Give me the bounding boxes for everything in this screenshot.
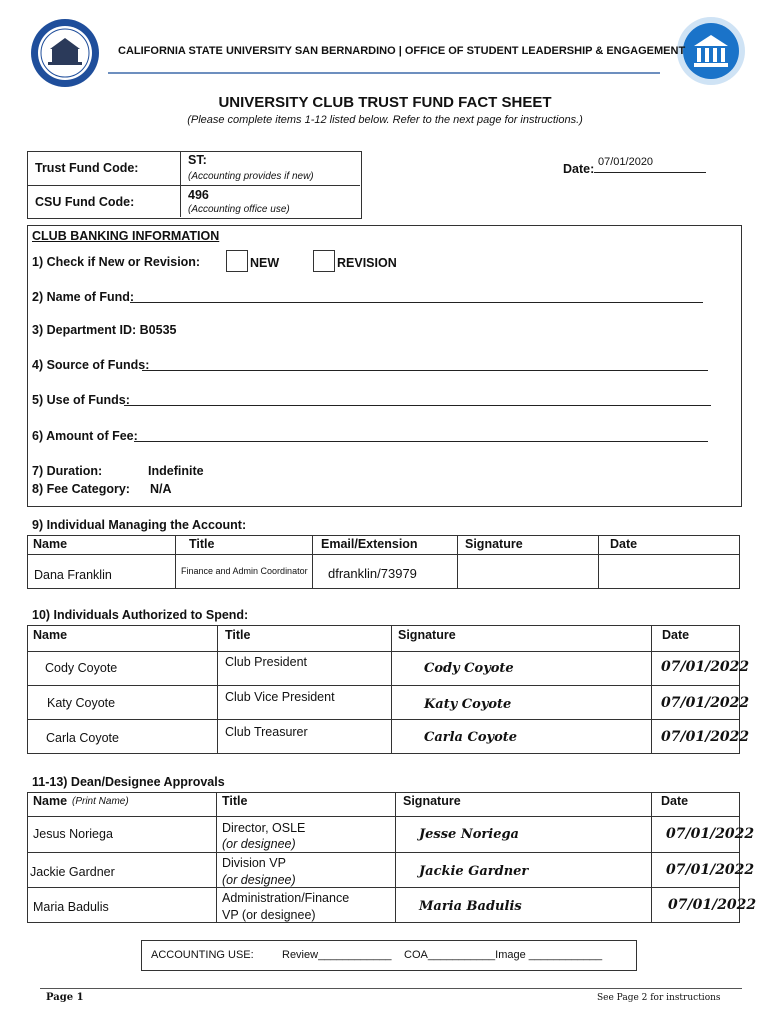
approvals-row-2-name[interactable]: Jackie Gardner xyxy=(30,865,115,879)
building-icon xyxy=(676,16,746,86)
authorized-row-2-signature[interactable]: Katy Coyote xyxy=(424,697,512,712)
authorized-row-2-name[interactable]: Katy Coyote xyxy=(47,696,116,710)
approvals-table xyxy=(27,792,740,923)
codes-divider-v xyxy=(180,151,181,217)
managing-header-name: Name xyxy=(33,537,68,551)
amount-of-fee-field[interactable] xyxy=(134,441,708,442)
footer-rule xyxy=(40,988,742,989)
approvals-row-1-signature[interactable]: Jesse Noriega xyxy=(419,827,519,842)
approvals-section-title: 11-13) Dean/Designee Approvals xyxy=(32,775,225,789)
q4-label: 4) Source of Funds: xyxy=(32,358,150,372)
page-number: Page 1 xyxy=(46,992,84,1003)
st-label: ST: xyxy=(188,153,207,167)
approvals-row-3-title-line2: VP (or designee) xyxy=(222,908,316,922)
managing-date[interactable] xyxy=(606,560,738,590)
approvals-row-2-title-line1: Division VP xyxy=(222,856,286,870)
date-line xyxy=(594,172,706,173)
managing-header-title: Title xyxy=(189,537,215,551)
authorized-row-3-title[interactable]: Club Treasurer xyxy=(225,725,308,739)
authorized-header-date: Date xyxy=(662,628,690,642)
approvals-header-date: Date xyxy=(661,794,689,808)
approvals-row-2-signature[interactable]: Jackie Gardner xyxy=(419,864,529,879)
header-rule xyxy=(108,72,660,74)
authorized-row-2-title[interactable]: Club Vice President xyxy=(225,690,335,704)
page-subtitle: (Please complete items 1-12 listed below. Refer to the next page for instructions.) xyxy=(187,114,583,126)
revision-label: REVISION xyxy=(337,256,397,270)
new-checkbox[interactable] xyxy=(226,250,248,272)
date-value[interactable]: 07/01/2020 xyxy=(598,156,654,168)
managing-name[interactable]: Dana Franklin xyxy=(34,568,112,582)
footer-note: See Page 2 for instructions xyxy=(597,993,721,1003)
approvals-row-1-name[interactable]: Jesus Noriega xyxy=(33,827,113,841)
new-label: NEW xyxy=(250,256,280,270)
q8-value: N/A xyxy=(150,482,172,496)
accounting-coa-image-field[interactable]: COA___________Image ____________ xyxy=(404,949,603,961)
csu-fund-code-value[interactable]: 496 xyxy=(188,188,209,202)
header-banner: CALIFORNIA STATE UNIVERSITY SAN BERNARDINO | OFFICE OF STUDENT LEADERSHIP & ENGAGEMENT xyxy=(118,45,686,57)
university-seal-logo xyxy=(30,18,100,88)
approvals-row-1-date[interactable]: 07/01/2022 xyxy=(666,826,755,842)
q7-label: 7) Duration: xyxy=(32,464,103,478)
authorized-row-1-signature[interactable]: Cody Coyote xyxy=(424,661,514,676)
managing-title[interactable]: Finance and Admin Coordinator xyxy=(181,566,308,576)
managing-signature[interactable] xyxy=(462,560,598,590)
approvals-row-2-date[interactable]: 07/01/2022 xyxy=(666,862,755,878)
accounting-review-field[interactable]: Review____________ xyxy=(282,949,392,961)
banking-section-title: CLUB BANKING INFORMATION xyxy=(32,229,220,243)
csu-fund-code-note: (Accounting office use) xyxy=(188,204,290,215)
approvals-row-1-title-line1: Director, OSLE xyxy=(222,821,306,835)
authorized-row-3-name[interactable]: Carla Coyote xyxy=(46,731,119,745)
authorized-row-1-title[interactable]: Club President xyxy=(225,655,307,669)
managing-header-date: Date xyxy=(610,537,638,551)
approvals-row-1-title-line2: (or designee) xyxy=(222,837,296,851)
approvals-row-3-title-line1: Administration/Finance xyxy=(222,891,350,905)
q1-label: 1) Check if New or Revision: xyxy=(32,255,201,269)
q6-label: 6) Amount of Fee: xyxy=(32,429,138,443)
accounting-use-label: ACCOUNTING USE: xyxy=(151,949,254,961)
approvals-row-2-title-line2: (or designee) xyxy=(222,873,296,887)
authorized-section-title: 10) Individuals Authorized to Spend: xyxy=(32,608,249,622)
approvals-header-name: Name xyxy=(33,794,68,808)
authorized-row-3-date[interactable]: 07/01/2022 xyxy=(661,729,750,745)
approvals-row-3-signature[interactable]: Maria Badulis xyxy=(419,899,522,914)
q2-label: 2) Name of Fund: xyxy=(32,290,135,304)
authorized-header-name: Name xyxy=(33,628,68,642)
fund-name-field[interactable] xyxy=(130,302,703,303)
authorized-table xyxy=(27,625,740,754)
approvals-row-3-name[interactable]: Maria Badulis xyxy=(33,900,109,914)
q5-label: 5) Use of Funds: xyxy=(32,393,130,407)
date-label: Date: xyxy=(563,162,595,176)
source-of-funds-field[interactable] xyxy=(142,370,708,371)
trust-fund-code-label: Trust Fund Code: xyxy=(35,161,139,175)
authorized-header-title: Title xyxy=(225,628,251,642)
authorized-row-2-date[interactable]: 07/01/2022 xyxy=(661,695,750,711)
managing-email[interactable]: dfranklin/73979 xyxy=(328,566,417,581)
approvals-row-3-date[interactable]: 07/01/2022 xyxy=(668,897,757,913)
authorized-header-signature: Signature xyxy=(398,628,456,642)
q3-label: 3) Department ID: B0535 xyxy=(32,323,177,337)
q7-value: Indefinite xyxy=(148,464,204,478)
use-of-funds-field[interactable] xyxy=(124,405,711,406)
csu-fund-code-label: CSU Fund Code: xyxy=(35,195,135,209)
approvals-header-title: Title xyxy=(222,794,248,808)
approvals-header-signature: Signature xyxy=(403,794,461,808)
authorized-row-1-name[interactable]: Cody Coyote xyxy=(45,661,118,675)
authorized-row-3-signature[interactable]: Carla Coyote xyxy=(424,730,518,745)
st-note: (Accounting provides if new) xyxy=(188,171,314,182)
revision-checkbox[interactable] xyxy=(313,250,335,272)
managing-header-email: Email/Extension xyxy=(321,537,418,551)
q8-label: 8) Fee Category: xyxy=(32,482,130,496)
authorized-row-1-date[interactable]: 07/01/2022 xyxy=(661,659,750,675)
approvals-header-name-note: (Print Name) xyxy=(72,796,129,807)
managing-header-signature: Signature xyxy=(465,537,523,551)
managing-section-title: 9) Individual Managing the Account: xyxy=(32,518,247,532)
codes-divider-h xyxy=(27,185,360,186)
page-title: UNIVERSITY CLUB TRUST FUND FACT SHEET xyxy=(218,94,552,111)
